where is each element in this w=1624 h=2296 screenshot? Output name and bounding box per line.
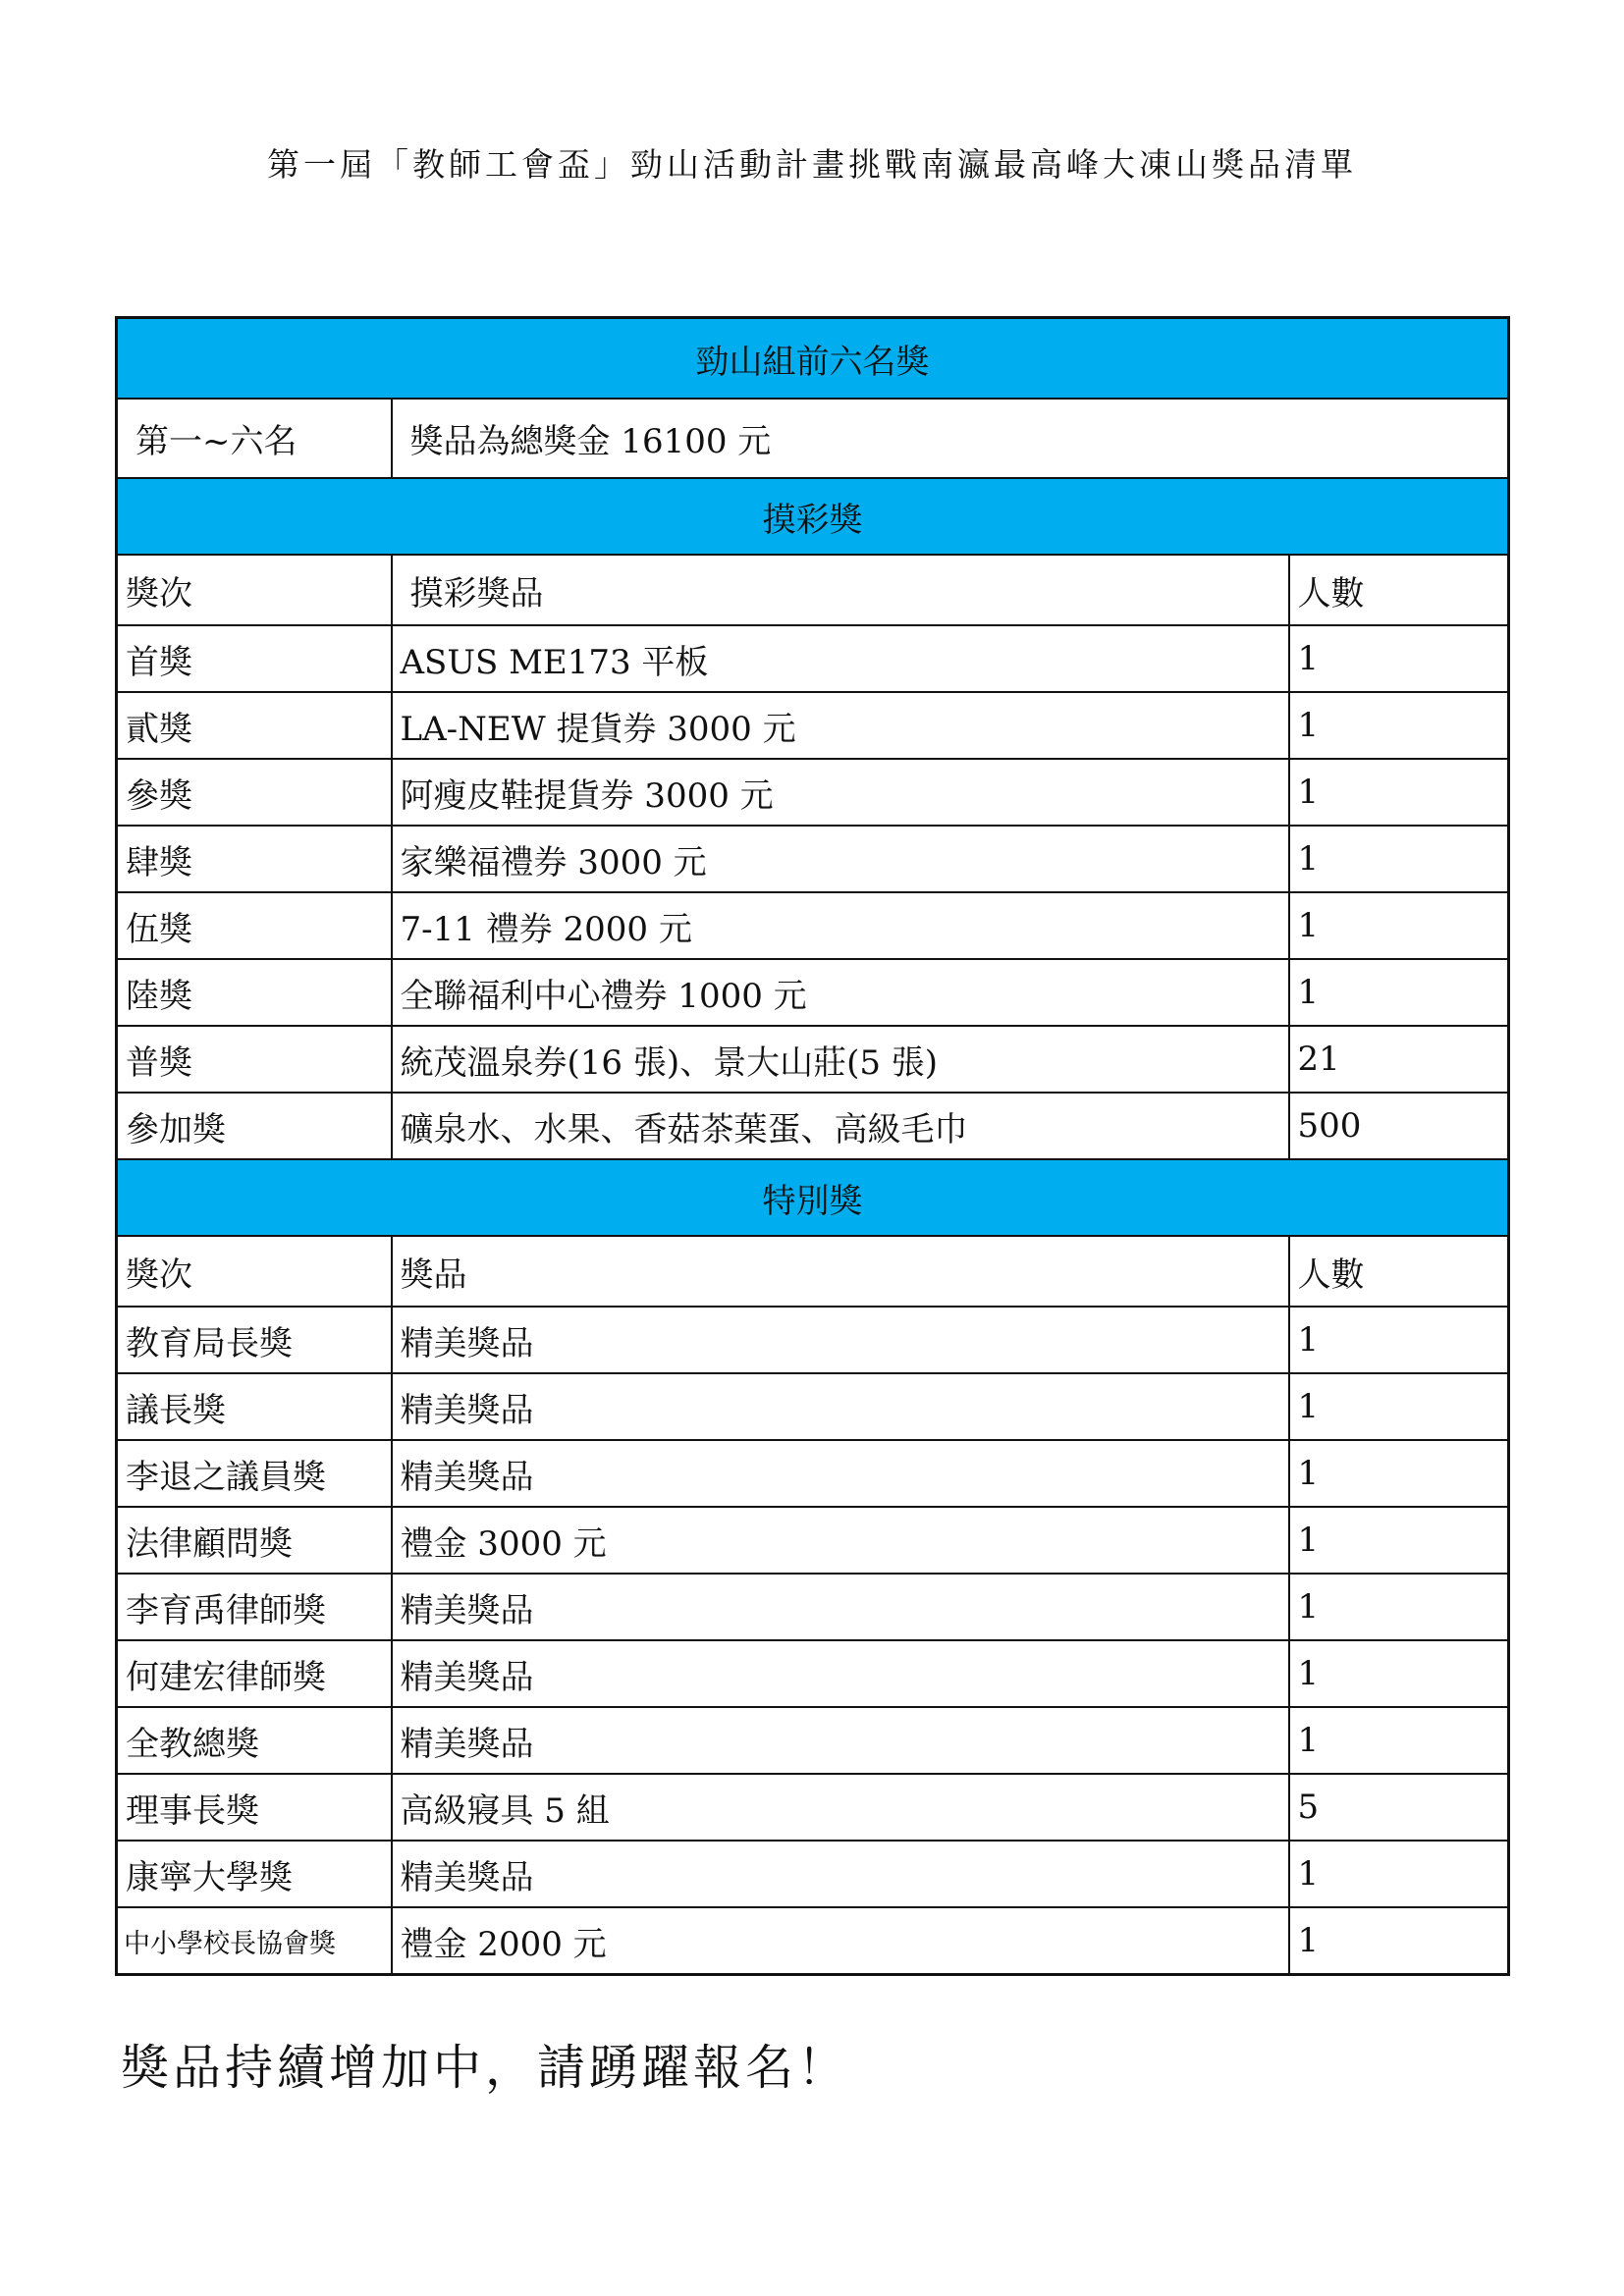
prize-cell: 精美獎品 [392,1640,1289,1707]
count-cell: 1 [1289,1841,1509,1907]
table-row [117,1640,1509,1707]
count-cell: 1 [1289,1373,1509,1440]
document-title: 第一屆「教師工會盃」勁山活動計畫挑戰南瀛最高峰大凍山獎品清單 [267,145,1357,184]
prize-cell: 阿瘦皮鞋提貨券 3000 元 [392,759,1289,826]
prize-cell: ASUS ME173 平板 [392,625,1289,692]
prize-cell: LA-NEW 提貨券 3000 元 [392,692,1289,759]
table-row [117,1093,1509,1159]
award-name-cell: 參獎 [117,759,392,826]
count-cell: 1 [1289,1507,1509,1574]
table-row [117,1707,1509,1774]
column-header: 人數 [1289,555,1509,625]
count-cell: 1 [1289,1440,1509,1507]
count-cell: 1 [1289,692,1509,759]
count-cell: 1 [1289,1707,1509,1774]
section-header-lottery [117,478,1509,555]
award-name-cell: 李退之議員獎 [117,1440,392,1507]
count-cell: 1 [1289,959,1509,1026]
prize-cell: 禮金 3000 元 [392,1507,1289,1574]
count-cell: 21 [1289,1026,1509,1093]
award-name-cell: 康寧大學獎 [117,1841,392,1907]
prize-cell: 高級寢具 5 組 [392,1774,1289,1841]
award-name-cell: 法律顧問獎 [117,1507,392,1574]
section-heading: 特別獎 [117,1159,1509,1236]
special-section [117,1159,1509,1975]
award-name-cell: 李育禹律師獎 [117,1574,392,1640]
award-name-cell: 伍獎 [117,892,392,959]
prize-cell: 精美獎品 [392,1373,1289,1440]
award-name-cell: 陸獎 [117,959,392,1026]
count-cell: 1 [1289,1574,1509,1640]
rank-label: 第一~六名 [117,399,392,478]
prize-cell: 7-11 禮券 2000 元 [392,892,1289,959]
prize-table [115,316,1510,1976]
table-row [117,892,1509,959]
table-row [117,826,1509,892]
section-heading: 勁山組前六名獎 [117,318,1509,400]
award-name-cell: 首獎 [117,625,392,692]
column-header: 獎品 [392,1236,1289,1307]
award-name-cell: 貳獎 [117,692,392,759]
table-row [117,399,1509,478]
section-header-special [117,1159,1509,1236]
table-row [117,1507,1509,1574]
column-header: 摸彩獎品 [392,555,1289,625]
prize-cell: 精美獎品 [392,1841,1289,1907]
award-name-cell: 議長獎 [117,1373,392,1440]
prize-cell: 統茂溫泉券(16 張)、景大山莊(5 張) [392,1026,1289,1093]
column-header-row [117,1236,1509,1307]
table-row [117,959,1509,1026]
lottery-section [117,478,1509,1159]
prize-cell: 家樂福禮券 3000 元 [392,826,1289,892]
prize-text: 獎品為總獎金 16100 元 [392,399,1509,478]
column-header: 獎次 [117,1236,392,1307]
prize-cell: 禮金 2000 元 [392,1907,1289,1975]
count-cell: 1 [1289,759,1509,826]
table-row [117,759,1509,826]
award-name-cell: 理事長獎 [117,1774,392,1841]
count-cell: 1 [1289,892,1509,959]
prize-cell: 礦泉水、水果、香菇茶葉蛋、高級毛巾 [392,1093,1289,1159]
table-row [117,1574,1509,1640]
count-cell: 1 [1289,1640,1509,1707]
table-row [117,1774,1509,1841]
award-name-cell: 肆獎 [117,826,392,892]
column-header: 人數 [1289,1236,1509,1307]
table-row [117,1373,1509,1440]
prize-cell: 全聯福利中心禮券 1000 元 [392,959,1289,1026]
column-header-row [117,555,1509,625]
table-row [117,1440,1509,1507]
table-row [117,692,1509,759]
column-header: 獎次 [117,555,392,625]
count-cell: 1 [1289,1907,1509,1975]
award-name-cell: 中小學校長協會獎 [117,1907,392,1975]
count-cell: 1 [1289,1307,1509,1373]
table-row [117,1907,1509,1975]
prize-cell: 精美獎品 [392,1574,1289,1640]
count-cell: 1 [1289,826,1509,892]
award-name-cell: 普獎 [117,1026,392,1093]
award-name-cell: 教育局長獎 [117,1307,392,1373]
table-row [117,1307,1509,1373]
table-row [117,625,1509,692]
table-row [117,1026,1509,1093]
prize-cell: 精美獎品 [392,1707,1289,1774]
prize-cell: 精美獎品 [392,1307,1289,1373]
table-row [117,1841,1509,1907]
award-name-cell: 何建宏律師獎 [117,1640,392,1707]
award-name-cell: 全教總獎 [117,1707,392,1774]
footer-note: 獎品持續增加中，請踴躍報名！ [121,2040,850,2096]
count-cell: 1 [1289,625,1509,692]
prize-cell: 精美獎品 [392,1440,1289,1507]
section-header-top-six [117,318,1509,400]
award-name-cell: 參加獎 [117,1093,392,1159]
count-cell: 500 [1289,1093,1509,1159]
count-cell: 5 [1289,1774,1509,1841]
section-heading: 摸彩獎 [117,478,1509,555]
